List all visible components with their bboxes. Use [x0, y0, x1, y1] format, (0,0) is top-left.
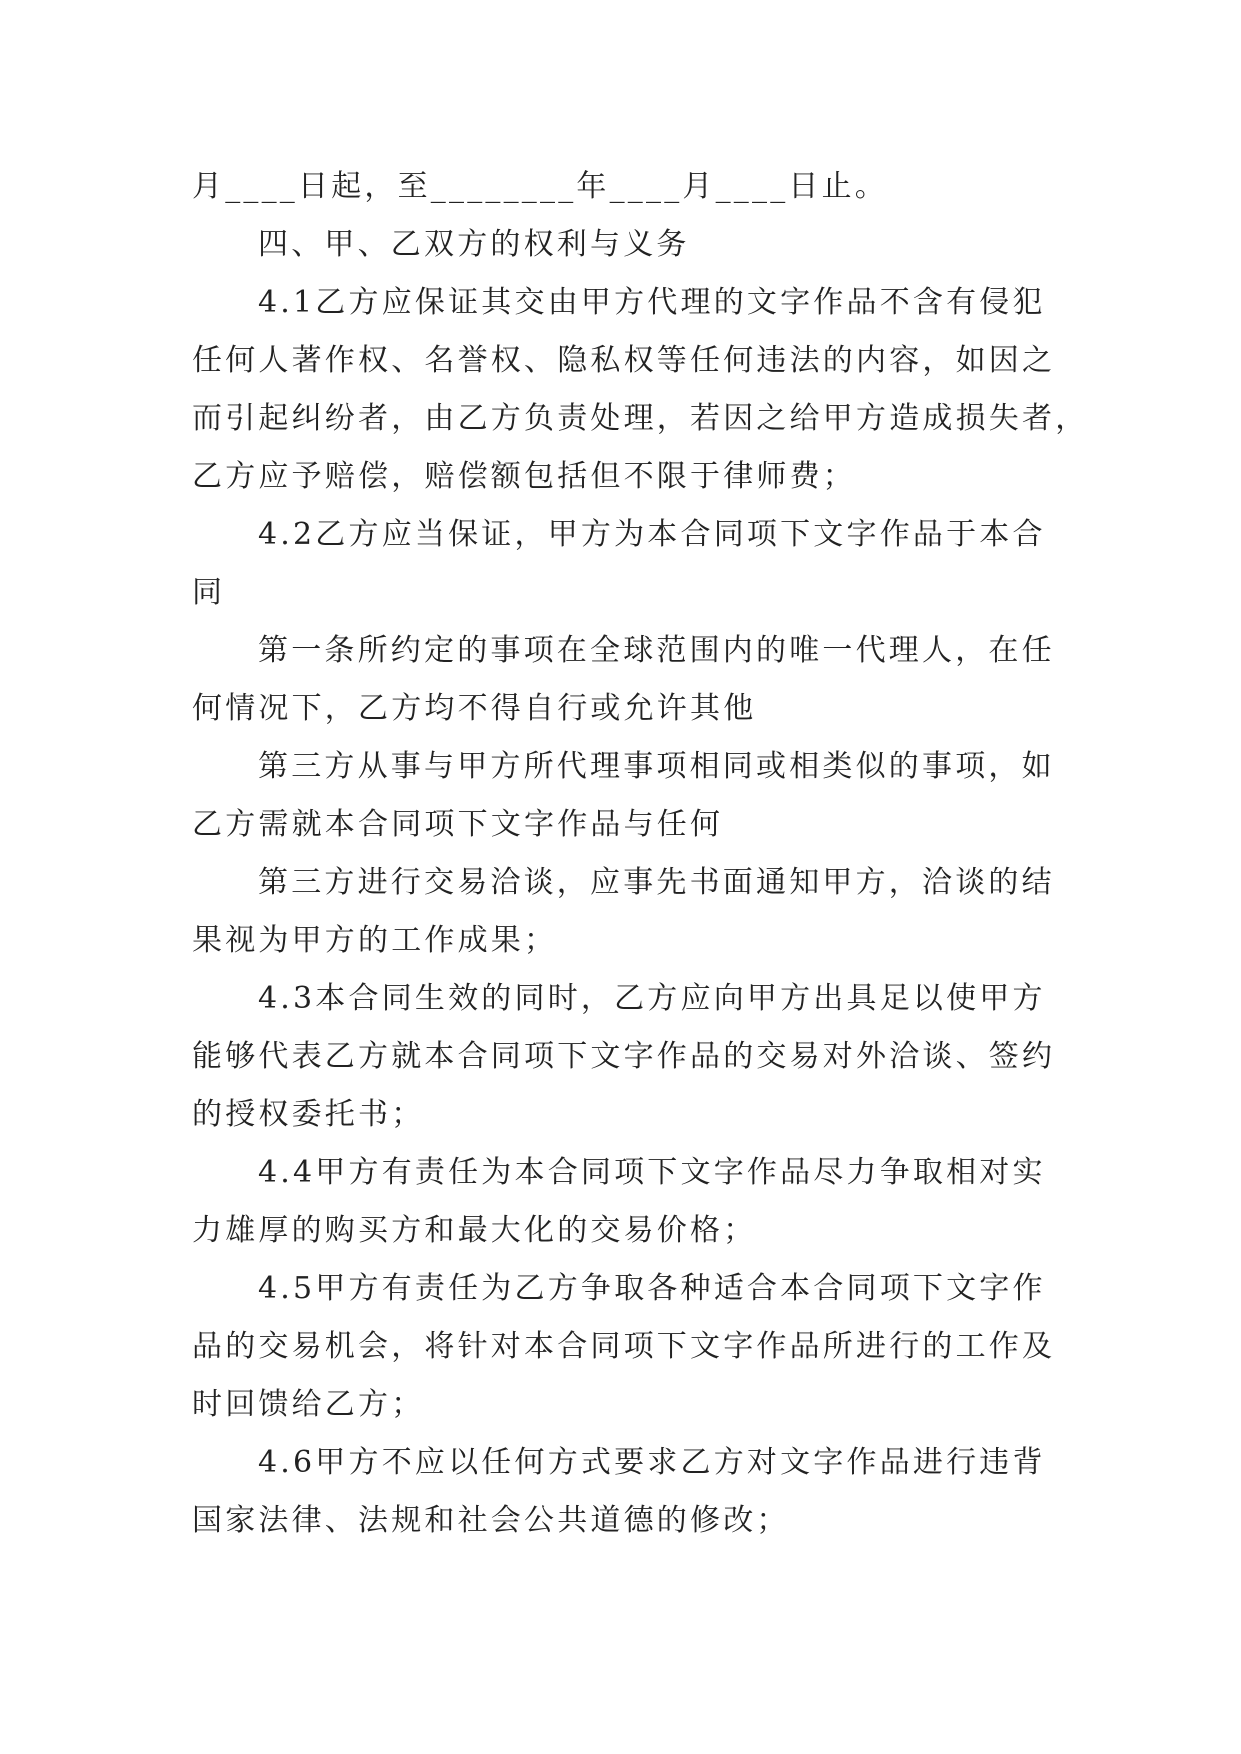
- text-line: 能够代表乙方就本合同项下文字作品的交易对外洽谈、签约: [192, 1039, 1056, 1074]
- paragraph-term-end: [192, 158, 1052, 216]
- text-line: 4.4甲方有责任为本合同项下文字作品尽力争取相对实: [258, 1155, 1046, 1190]
- text-line: 何情况下，乙方均不得自行或允许其他: [192, 691, 757, 726]
- text-line: 4.6甲方不应以任何方式要求乙方对文字作品进行违背: [258, 1445, 1046, 1480]
- text-line: 时回馈给乙方；: [192, 1387, 425, 1422]
- text-line: 乙方需就本合同项下文字作品与任何: [192, 807, 724, 842]
- clause-4-2-continued-1: [192, 622, 1055, 738]
- text-line: 第一条所约定的事项在全球范围内的唯一代理人，在任: [258, 633, 1055, 668]
- clause-4-4: [192, 1144, 1052, 1260]
- text-line: 第三方进行交易洽谈，应事先书面通知甲方，洽谈的结: [258, 865, 1055, 900]
- text-line: 四、甲、乙双方的权利与义务: [258, 227, 690, 262]
- clause-4-3: [192, 970, 1056, 1144]
- clause-4-1: [192, 274, 1089, 506]
- text-line: 4.5甲方有责任为乙方争取各种适合本合同项下文字作: [258, 1271, 1046, 1306]
- text-line: 而引起纠纷者，由乙方负责处理，若因之给甲方造成损失者，: [192, 401, 1089, 436]
- text-line: 国家法律、法规和社会公共道德的修改；: [192, 1503, 790, 1538]
- text-line: 品的交易机会，将针对本合同项下文字作品所进行的工作及: [192, 1329, 1056, 1364]
- document-body: [192, 158, 1089, 1550]
- clause-4-2-continued-3: [192, 854, 1055, 970]
- text-line: 同: [192, 575, 226, 610]
- text-line: 4.3本合同生效的同时，乙方应向甲方出具足以使甲方: [258, 981, 1046, 1016]
- text-line: 任何人著作权、名誉权、隐私权等任何违法的内容，如因之: [192, 343, 1056, 378]
- text-line: 力雄厚的购买方和最大化的交易价格；: [192, 1213, 757, 1248]
- text-line: 乙方应予赔偿，赔偿额包括但不限于律师费；: [192, 459, 856, 494]
- text-line: 月____日起，至________年____月____日止。: [192, 169, 888, 204]
- text-line: 第三方从事与甲方所代理事项相同或相类似的事项，如: [258, 749, 1055, 784]
- text-line: 4.2乙方应当保证，甲方为本合同项下文字作品于本合: [258, 517, 1046, 552]
- text-line: 4.1乙方应保证其交由甲方代理的文字作品不含有侵犯: [258, 285, 1046, 320]
- clause-4-6: [192, 1434, 1052, 1550]
- clause-4-2-continued-2: [192, 738, 1055, 854]
- text-line: 果视为甲方的工作成果；: [192, 923, 558, 958]
- clause-4-2: [192, 506, 1052, 622]
- clause-4-5: [192, 1260, 1056, 1434]
- section-heading-rights-obligations: [192, 216, 1052, 274]
- text-line: 的授权委托书；: [192, 1097, 425, 1132]
